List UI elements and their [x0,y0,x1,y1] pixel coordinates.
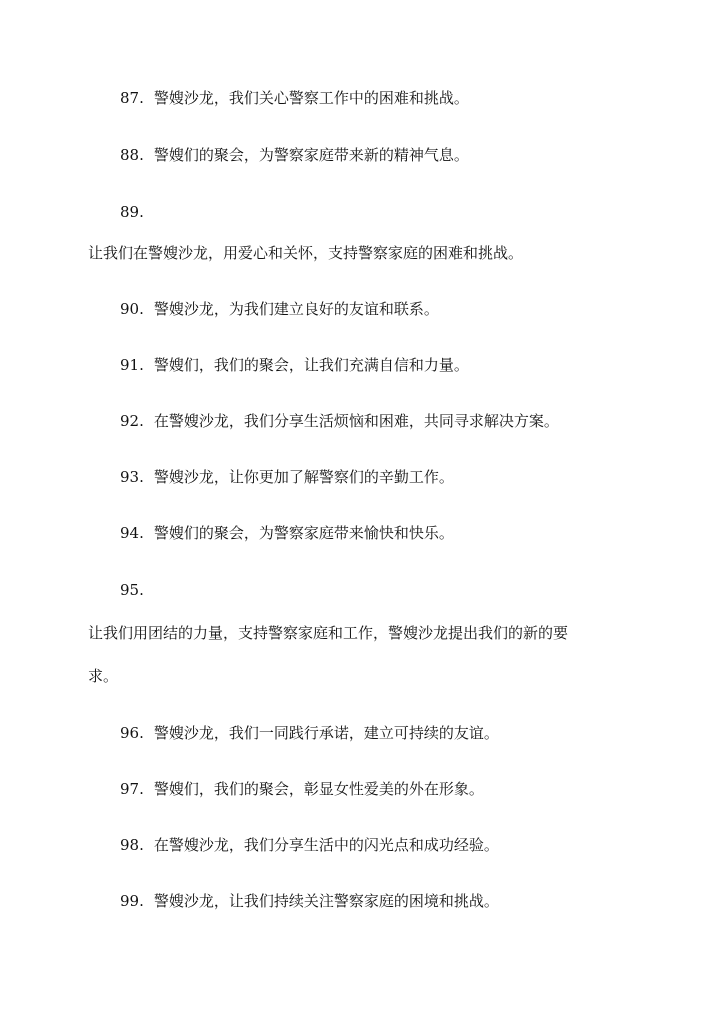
item-text: 警嫂沙龙，让我们持续关注警察家庭的困境和挑战。 [153,892,499,910]
item-number-standalone [120,202,144,222]
item-number: 98. [120,836,144,854]
item-text: 警嫂沙龙，让你更加了解警察们的辛勤工作。 [153,468,454,486]
item-number: 92. [120,412,144,430]
item-number: 94. [120,524,144,542]
item-text: 警嫂们，我们的聚会，彰显女性爱美的外在形象。 [153,780,484,798]
item-text: 警嫂们的聚会，为警察家庭带来新的精神气息。 [153,146,469,164]
item-number: 91. [120,356,144,374]
list-item [120,779,484,799]
item-number: 90. [120,300,144,318]
item-number-standalone [120,580,144,600]
item-number: 96. [120,724,144,742]
item-text-wrapped [88,243,523,263]
item-number: 93. [120,468,144,486]
item-number: 87. [120,89,144,107]
list-item [120,723,499,743]
item-text: 警嫂沙龙，我们一同践行承诺，建立可持续的友谊。 [153,724,499,742]
item-number: 97. [120,780,144,798]
item-text: 在警嫂沙龙，我们分享生活中的闪光点和成功经验。 [153,836,499,854]
list-item [120,145,469,165]
list-item [120,299,439,319]
list-item [120,88,469,108]
list-item [120,523,454,543]
list-item [120,835,499,855]
item-text: 警嫂沙龙，我们关心警察工作中的困难和挑战。 [153,89,469,107]
item-text: 警嫂们，我们的聚会，让我们充满自信和力量。 [153,356,469,374]
list-item [120,355,469,375]
item-text-wrapped [88,666,118,686]
item-number: 95. [120,581,144,599]
list-item [120,467,454,487]
item-number: 89. [120,203,144,221]
item-text: 求。 [88,667,119,685]
list-item [120,891,499,911]
list-item [120,411,559,431]
item-text: 警嫂们的聚会，为警察家庭带来愉快和快乐。 [153,524,454,542]
item-text: 让我们在警嫂沙龙，用爱心和关怀，支持警察家庭的困难和挑战。 [88,244,524,262]
item-number: 99. [120,892,144,910]
item-text-wrapped [88,623,568,643]
item-text: 让我们用团结的力量，支持警察家庭和工作，警嫂沙龙提出我们的新的要 [88,624,569,642]
item-text: 警嫂沙龙，为我们建立良好的友谊和联系。 [153,300,439,318]
item-number: 88. [120,146,144,164]
item-text: 在警嫂沙龙，我们分享生活烦恼和困难，共同寻求解决方案。 [153,412,559,430]
